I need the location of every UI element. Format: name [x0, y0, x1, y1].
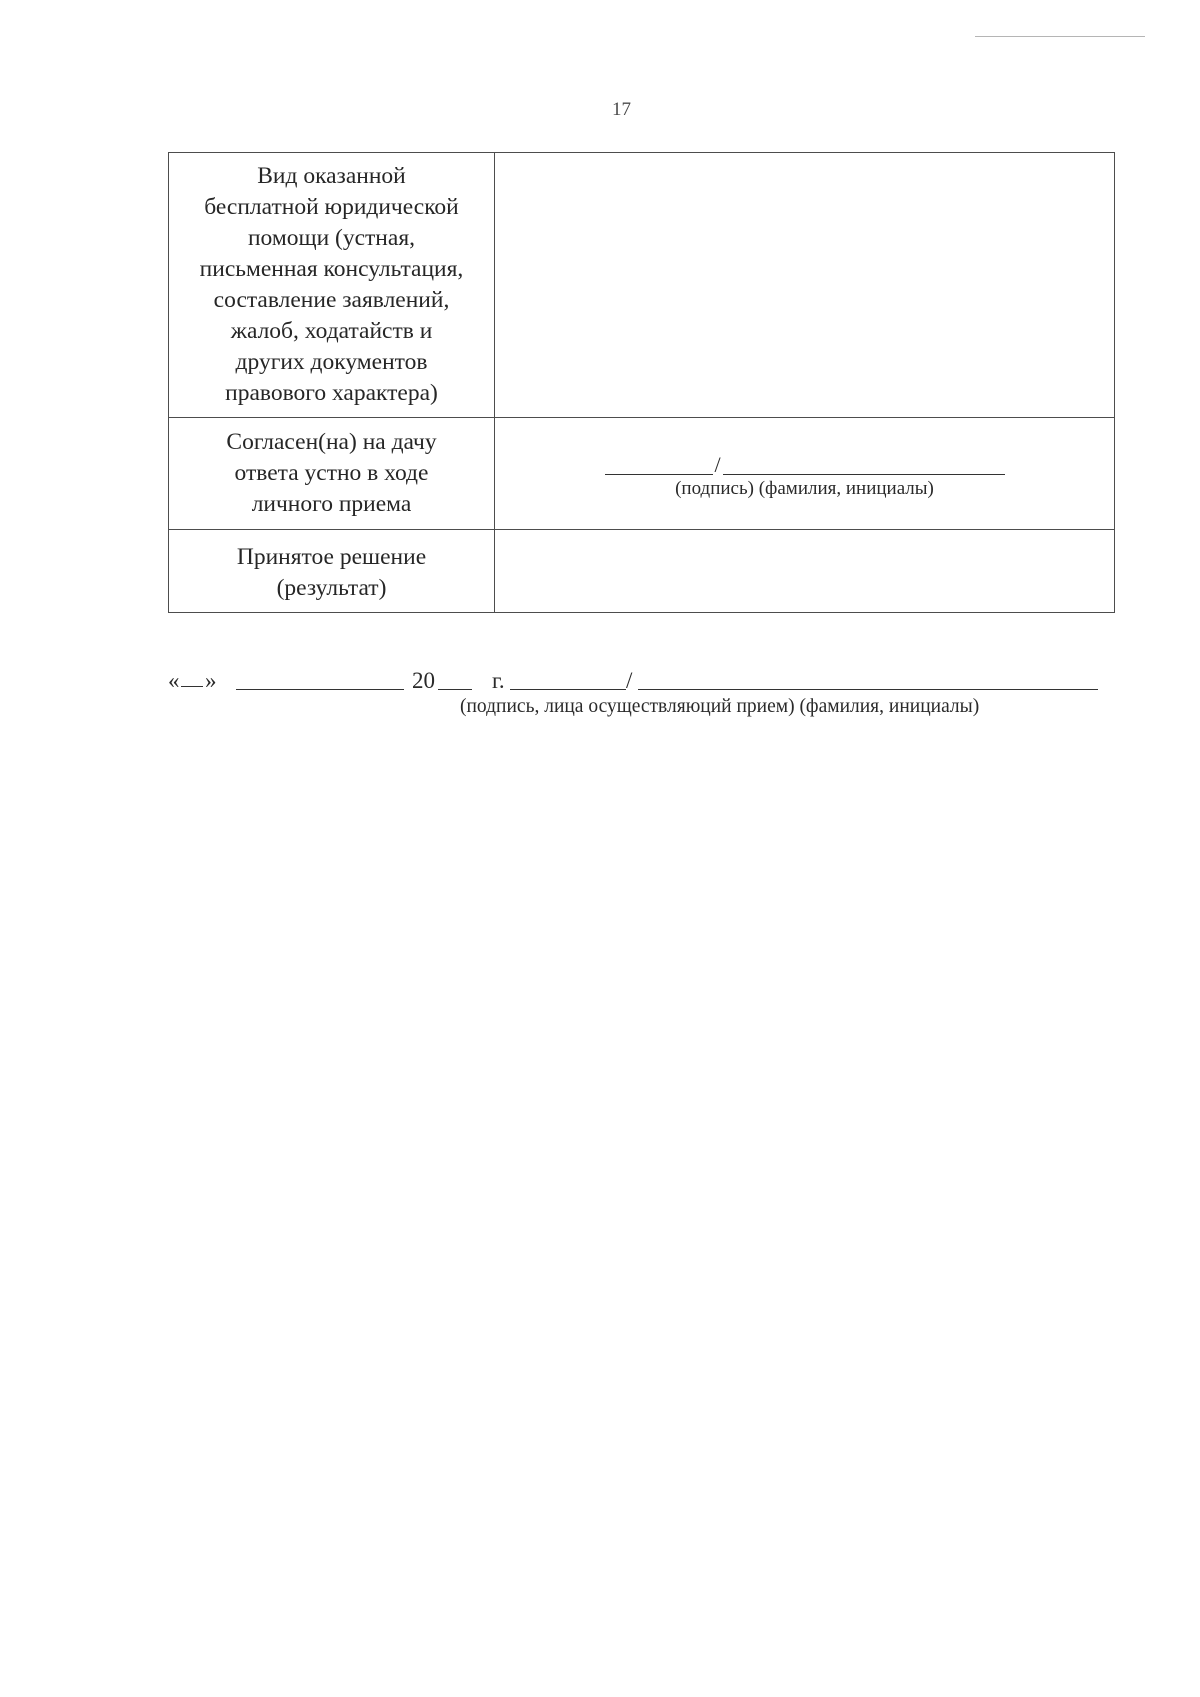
year-suffix: г.	[492, 668, 505, 693]
consent-signature-slash: /	[714, 452, 721, 477]
consent-signature-blank[interactable]	[605, 474, 713, 475]
decision-label-cell	[169, 530, 495, 613]
receiver-signature-caption: (подпись, лица осуществляюций прием) (фамилия, инициалы)	[460, 696, 980, 717]
consent-signature-line	[605, 449, 1005, 475]
date-signature-line	[168, 662, 1098, 694]
oral-consent-signature-cell	[495, 418, 1115, 530]
decision-label: Принятое решение (результат)	[236, 544, 427, 601]
footer-slash: /	[626, 668, 633, 693]
oral-consent-label: Согласен(на) на дачу ответа устно в ходе личного приема	[226, 429, 437, 517]
consent-name-blank[interactable]	[723, 474, 1005, 475]
day-blank[interactable]	[181, 686, 203, 687]
table-row-oral-consent	[169, 418, 1115, 530]
quote-close: »	[205, 668, 217, 693]
year-prefix: 20	[412, 668, 435, 693]
year-blank[interactable]	[438, 689, 472, 690]
service-type-label-cell	[169, 153, 495, 418]
consent-signature-block	[605, 449, 1005, 500]
month-blank[interactable]	[236, 689, 404, 690]
consent-signature-caption: (подпись) (фамилия, инициалы)	[675, 478, 934, 499]
decision-value-field[interactable]	[495, 530, 1115, 613]
quote-open: «	[168, 668, 180, 693]
oral-consent-label-cell	[169, 418, 495, 530]
table-row-service-type	[169, 153, 1115, 418]
reception-form-table	[168, 152, 1115, 613]
scan-artifact-line	[975, 36, 1145, 37]
receiver-name-blank[interactable]	[638, 689, 1098, 690]
table-row-decision	[169, 530, 1115, 613]
service-type-label: Вид оказанной бесплатной юридической помощи (устная, письменная консультация, составление заявлений, жалоб, ходатайств и других документов правового характера)	[199, 163, 464, 406]
receiver-signature-blank[interactable]	[510, 689, 626, 690]
page-number: 17	[612, 99, 631, 120]
service-type-value-field[interactable]	[495, 153, 1115, 418]
